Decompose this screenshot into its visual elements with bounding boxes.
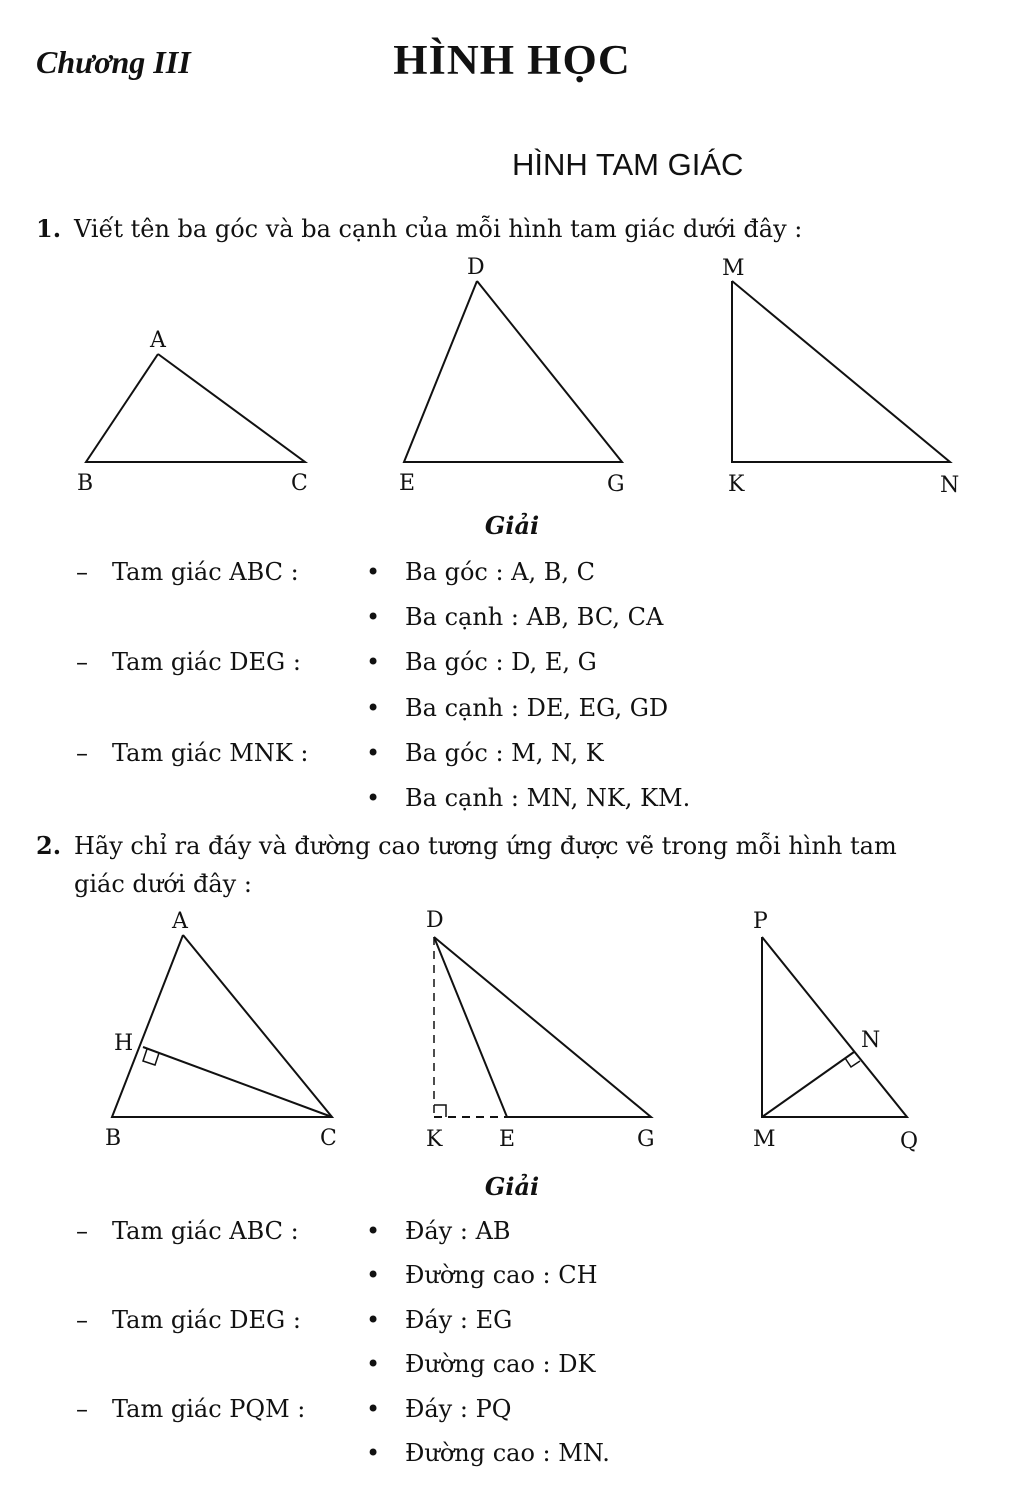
- label-c-2: C: [320, 1126, 337, 1151]
- bullet-icon: •: [366, 784, 381, 812]
- triangle-abc: [86, 354, 305, 462]
- label-p: P: [753, 909, 768, 934]
- bullet-icon: •: [366, 558, 381, 586]
- label-e: E: [399, 471, 416, 496]
- answer-item: Đường cao : CH: [405, 1261, 598, 1290]
- bullet-icon: •: [366, 1261, 381, 1290]
- bullet-icon: •: [366, 1217, 381, 1245]
- answer-dash: –: [76, 1217, 88, 1245]
- triangle-abc-2: [112, 935, 332, 1117]
- answer-triangle-label: Tam giác PQM :: [112, 1394, 306, 1423]
- right-angle-k: [434, 1105, 446, 1117]
- answer-item: Đáy : PQ: [405, 1394, 512, 1423]
- answer-dash: –: [76, 738, 88, 767]
- bullet-icon: •: [366, 738, 381, 767]
- exercise-2-prompt-line2: giác dưới đây :: [74, 870, 252, 898]
- solution-heading-1: Giải: [484, 511, 540, 540]
- label-b-2: B: [105, 1126, 122, 1151]
- label-k: K: [728, 472, 745, 497]
- bullet-icon: •: [366, 693, 381, 722]
- triangle-deg: [404, 281, 622, 462]
- label-n: N: [940, 473, 960, 498]
- answer-item: Đường cao : DK: [405, 1350, 596, 1379]
- answer-item: Ba cạnh : DE, EG, GD: [405, 693, 669, 722]
- answer-dash: –: [76, 1305, 88, 1334]
- answer-triangle-label: Tam giác DEG :: [112, 648, 301, 677]
- answer-item: Ba cạnh : AB, BC, CA: [405, 603, 664, 632]
- triangle-pqm: [762, 937, 907, 1117]
- bullet-icon: •: [366, 1305, 381, 1334]
- label-n-2: N: [861, 1028, 881, 1053]
- altitude-mn: [762, 1052, 854, 1117]
- exercise-1-number: 1.: [36, 214, 62, 243]
- label-k-2: K: [426, 1127, 443, 1152]
- answer-triangle-label: Tam giác ABC :: [112, 558, 299, 586]
- bullet-icon: •: [366, 1394, 381, 1423]
- answer-triangle-label: Tam giác ABC :: [112, 1217, 299, 1245]
- answer-item: Đáy : AB: [405, 1217, 511, 1245]
- label-g: G: [607, 472, 625, 497]
- right-angle-n: [845, 1058, 860, 1067]
- answer-item: Ba góc : A, B, C: [405, 558, 596, 586]
- exercise-2-number: 2.: [36, 831, 62, 860]
- label-d-2: D: [426, 908, 444, 933]
- chapter-label: Chương III: [36, 44, 191, 80]
- label-m-2: M: [753, 1127, 776, 1152]
- answer-triangle-label: Tam giác DEG :: [112, 1305, 301, 1334]
- bullet-icon: •: [366, 1439, 381, 1467]
- label-d: D: [467, 255, 485, 280]
- exercise-1-prompt: Viết tên ba góc và ba cạnh của mỗi hình tam giác dưới đây :: [74, 215, 803, 243]
- label-b: B: [77, 471, 94, 496]
- triangle-deg-2: [434, 937, 651, 1117]
- answer-item: Đường cao : MN.: [405, 1439, 610, 1467]
- answer-dash: –: [76, 648, 88, 677]
- answer-item: Đáy : EG: [405, 1305, 513, 1334]
- label-c: C: [291, 471, 308, 496]
- page-title: HÌNH HỌC: [393, 38, 631, 84]
- label-a-2: A: [172, 909, 188, 934]
- solution-heading-2: Giải: [484, 1172, 540, 1201]
- label-m: M: [722, 256, 745, 281]
- section-title: HÌNH TAM GIÁC: [512, 147, 744, 182]
- answer-item: Ba góc : M, N, K: [405, 738, 604, 767]
- answer-triangle-label: Tam giác MNK :: [112, 738, 309, 767]
- bullet-icon: •: [366, 1350, 381, 1379]
- label-a: A: [150, 328, 166, 353]
- label-e-2: E: [499, 1127, 516, 1152]
- bullet-icon: •: [366, 648, 381, 677]
- answer-dash: –: [76, 1394, 88, 1423]
- exercise-2-prompt-line1: Hãy chỉ ra đáy và đường cao tương ứng được vẽ trong mỗi hình tam: [74, 832, 897, 860]
- bullet-icon: •: [366, 603, 381, 632]
- answer-dash: –: [76, 558, 88, 586]
- label-q: Q: [900, 1129, 919, 1154]
- label-g-2: G: [637, 1127, 655, 1152]
- label-h: H: [114, 1031, 134, 1056]
- answer-item: Ba góc : D, E, G: [405, 648, 597, 677]
- answer-item: Ba cạnh : MN, NK, KM.: [405, 784, 691, 812]
- triangle-mkn: [732, 281, 950, 462]
